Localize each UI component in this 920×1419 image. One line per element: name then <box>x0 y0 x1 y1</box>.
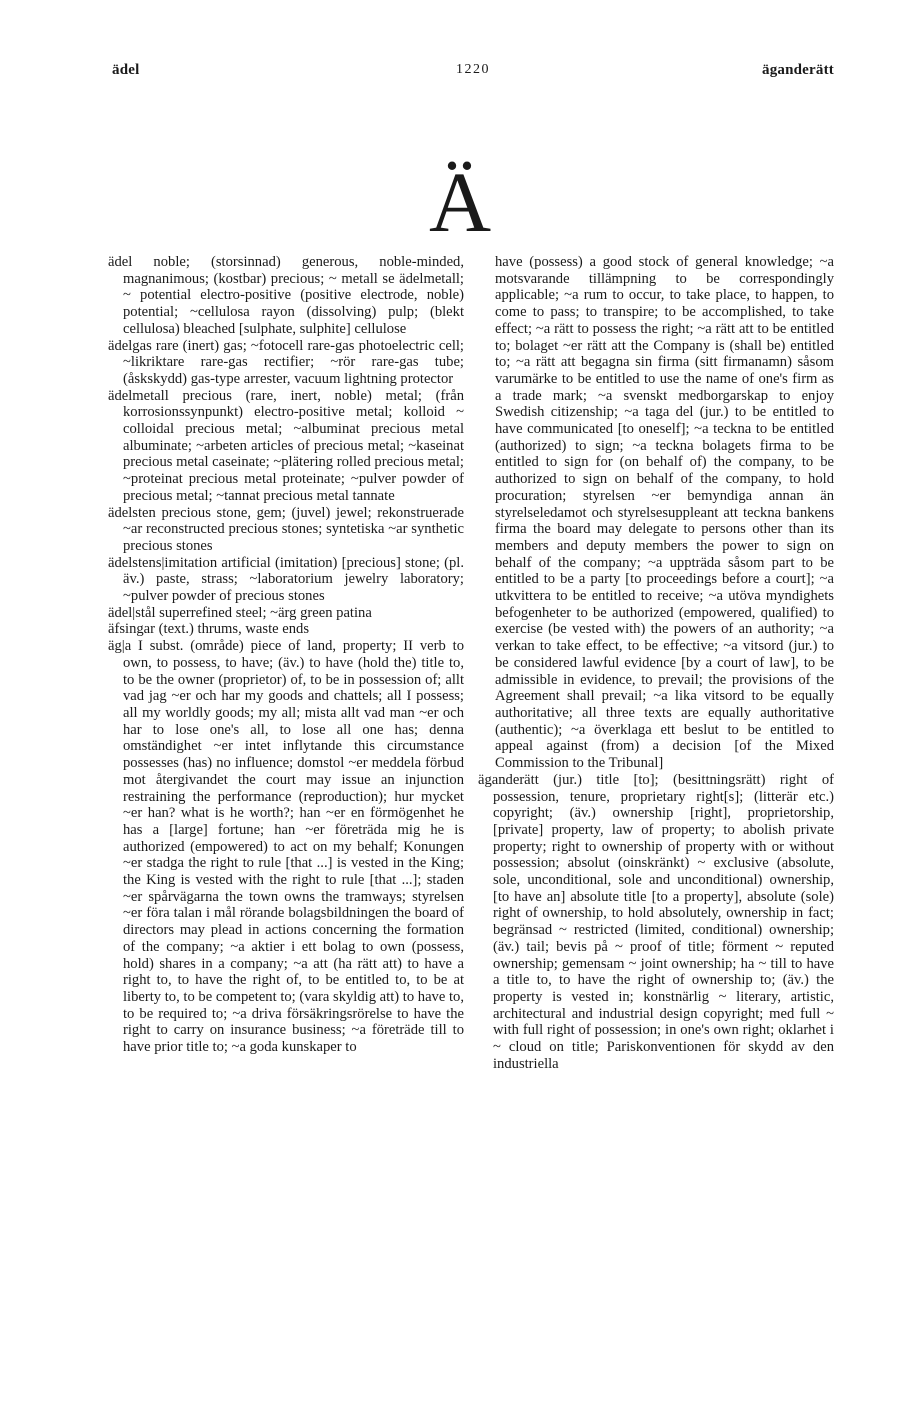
header-left-guide-word: ädel <box>112 62 140 78</box>
entry-adelstal: ädel|stål superrefined steel; ~ärg green patina <box>108 604 372 621</box>
entry-adelstens-imitation: ädelstens|imitation artificial (imitation) [precious] stone; (pl. äv.) paste, strass; ~laboratorium jewelry laboratory; ~pulver powder of precious stones <box>108 554 464 605</box>
letter-heading: Ä <box>428 154 492 250</box>
left-column <box>108 254 464 1056</box>
page-header <box>112 62 834 84</box>
entry-aganderatt: äganderätt (jur.) title [to]; (besittningsrätt) right of possession, tenure, proprietary right[s]; (litterär etc.) copyright; (äv.) ownership [right], proprietorship, [private] property, law of property; to abolish private property; right to ownership of property with or without possession; absolut (oinskränkt) ~ exclusive (absolute, sole, unconditional, sole and unconditional) ownership, [to have an] absolute title [to a property], absolute (sole) right of ownership, to hold absolutely, ownership in fact; begränsad ~ restricted (limited, conditional) ownership; (äv.) tail; bevis på ~ proof of title; förment ~ reputed ownership; gemensam ~ joint ownership; ha ~ till to have a title to, to have the right of ownership to; (äv.) the property is vested in; konstnärlig ~ literary, artistic, architectural and industrial design copyright; med full ~ with full right of possession; in one's own right; oklarhet i ~ cloud on title; Pariskonventionen för skydd av den industriella <box>478 771 834 1072</box>
entry-adelgas: ädelgas rare (inert) gas; ~fotocell rare-gas photoelectric cell; ~likriktare rare-gas rectifier; ~rör rare-gas tube; (åskskydd) gas-type arrester, vacuum lightning protector <box>108 337 464 387</box>
header-right-guide-word: äganderätt <box>762 62 834 78</box>
entry-adelmetall: ädelmetall precious (rare, inert, noble) metal; (från korrosionssynpunkt) electro-positive metal; kolloid ~ colloidal precious metal; ~albuminat precious metal albuminate; ~arbeten articles of precious metal; ~kaseinat precious metal caseinate; ~plätering rolled precious metal; ~proteinat precious metal proteinate; ~pulver powder of precious metal; ~tannat precious metal tannate <box>108 387 464 504</box>
entry-afsingar: äfsingar (text.) thrums, waste ends <box>108 621 310 638</box>
entry-aga: äg|a I subst. (område) piece of land, property; II verb to own, to possess, to have; (äv.) to have (hold the) title to, to be the owner (proprietor) of, to be in possession of; allt vad jag ~er och har my goods and chattels; all I possess; all my worldly goods; my all; mista allt vad man ~er och har to lose one's all, to lose all one has; denna omständighet ~er intet inflytande this circumstance possesses (has) no influence; domstol ~er meddela förbud mot återgivandet the court may issue an injunction restraining the performance (reproduction); hur mycket ~er han? what is he worth?; han ~er en förmögenhet he has a [large] fortune; han ~er företräda mig he is authorized (empowered) to act on my behalf; Konungen ~er stadga the right to rule [that ...] is vested in the King; the King is vested with the right to rule [that ...]; staden ~er spårvägarna the town owns the tramways; styrelsen ~er föra talan i mål rörande bolagsbildningen the board of directors may plead in actions concerning the formation of the company; ~a aktier i ett bolag to own (possess, hold) shares in a company; ~a att (ha rätt att) to have a right to, to have the right of, to be entitled to, to be at liberty to, to be competent to; (vara skyldig att) to have to, to be required to; ~a driva försäkringsrörelse to have the right to carry on insurance business; ~a företräde till to have prior title to; ~a goda kunskaper to <box>108 638 464 1056</box>
entry-adel: ädel noble; (storsinnad) generous, noble-minded, magnanimous; (kostbar) precious; ~ metall se ädelmetall; ~ potential electro-positive (positive electrode, noble) potential; ~cellulosa rayon (dissolving) pulp; (blekt cellulosa) bleached [sulphate, sulphite] cellulose <box>108 254 464 337</box>
page-number: 1220 <box>456 62 490 77</box>
entry-aga-continued: have (possess) a good stock of general knowledge; ~a motsvarande tillämpning to be correspondingly applicable; ~a rum to occur, to take place, to happen, to come to pass; to transpire; to be accomplished, to take effect; ~a rätt to possess the right; ~a rätt att to be entitled to; bolaget ~er rätt att the Company is (shall be) entitled to; ~a rätt att begagna sin firma (sitt firmanamn) såsom varumärke to be entitled to use the name of one's firm as a trade mark; ~a svenskt medborgarskap to enjoy Swedish citizenship; ~a taga del (jur.) to be entitled to have communicated [to oneself]; ~a teckna to be entitled (authorized) to sign; ~a teckna bolagets firma to be entitled to sign for (on behalf of) the company, to be authorized to sign on behalf of the company, to hold procuration; styrelsen ~er bemyndiga annan än styrelseledamot och styrelsesuppleant att teckna bankens firma the board may delegate to persons other than its members and deputy members the power to sign on behalf of the company; ~a uppträda såsom part to be entitled to be a party [to proceedings before a court]; ~a utkvittera to be entitled to receive; ~a utöva myndighets befogenheter to be authorized (empowered, qualified) to exercise (be vested with) the powers of an authority; ~a verkan to take effect, to be effective; ~a vitsord (jur.) to be considered lawful evidence [by a court of law], to be admissible in evidence, to prevail; the provisions of the Agreement shall prevail; ~a lika vitsord to be equally authoritative; all three texts are equally authoritative (authentic); ~a överklaga ett beslut to be entitled to appeal against (from) a decision [of the Mixed Commission to the Tribunal] <box>495 254 834 772</box>
entry-adelsten: ädelsten precious stone, gem; (juvel) jewel; rekonstruerade ~ar reconstructed precious stones; syntetiska ~ar synthetic precious stones <box>108 504 464 554</box>
right-column <box>478 254 834 1072</box>
